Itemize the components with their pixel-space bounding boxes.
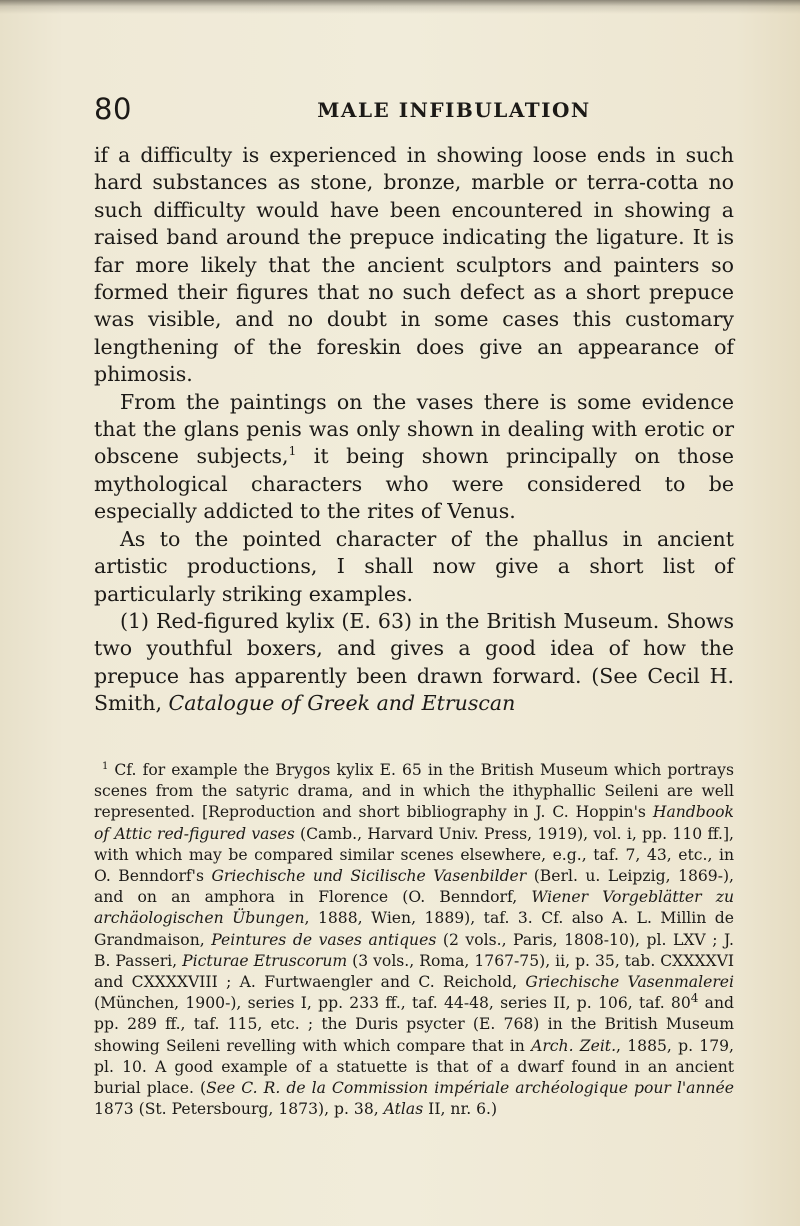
- page-top-shadow: [0, 0, 800, 14]
- page-number: 80: [94, 92, 132, 126]
- paragraph-3: As to the pointed character of the phallus in ancient artistic productions, I shall now give a short list of particularly striking examples.: [94, 526, 734, 606]
- running-title: MALE INFIBULATION: [317, 98, 591, 122]
- paragraph-2: From the paintings on the vases there is some evidence that the glans penis was only shown in dealing with erotic or obscene subjects,$^1$ it being shown principally on those mythological characters who were considered to be especially addicted to the rites of Venus.: [94, 389, 734, 524]
- paragraph-4: (1) Red-figured kylix (E. 63) in the British Museum. Shows two youthful boxers, and gives a good idea of how the prepuce has apparently been drawn forward. (See Cecil H. Smith, Catalogue of Greek and Etruscan: [94, 608, 734, 716]
- footnote-reference[interactable]: 1: [288, 444, 297, 459]
- footnote: $^1$ Cf. for example the Brygos kylix E. 65 in the British Museum which portrays scenes from the satyric drama, and in which the ithyphallic Seileni are well represented. [Reproduction and short bibliography in J. C. Hoppin's Handbook of Attic red-figured vases (Camb., Harvard Univ. Press, 1919), vol. i, pp. 110 ff.], with which may be compared similar scenes elsewhere, e.g., taf. 7, 43, etc., in O. Benndorf's Griechische und Sicilische Vasenbilder (Berl. u. Leipzig, 1869-), and on an amphora in Florence (O. Benndorf, Wiener Vorgeblätter zu archäologischen Übungen, 1888, Wien, 1889), taf. 3. Cf. also A. L. Millin de Grandmaison, Peintures de vases antiques (2 vols., Paris, 1808-10), pl. LXV ; J. B. Passeri, Picturae Etruscorum (3 vols., Roma, 1767-75), ii, p. 35, tab. CXXXXVI and CXXXXVIII ; A. Furtwaengler and C. Reichold, Griechische Vasenmalerei (München, 1900-), series I, pp. 233 ff., taf. 44-48, series II, p. 106, taf. $80^4$ and pp. 289 ff., taf. 115, etc. ; the Duris psycter (E. 768) in the British Museum showing Seileni revelling with which compare that in Arch. Zeit., 1885, p. 179, pl. 10. A good example of a statuette is that of a dwarf found in an ancient burial place. (See C. R. de la Commission impériale archéologique pour l'année 1873 (St. Petersbourg, 1873), p. 38, Atlas II, nr. 6.): [94, 760, 735, 1119]
- page-header: [94, 93, 734, 125]
- paragraph-1: if a difficulty is experienced in showing loose ends in such hard substances as stone, bronze, marble or terra-cotta no such difficulty would have been encountered in showing a raised band around the prepuce indicating the ligature. It is far more likely that the ancient sculptors and painters so formed their figures that no such defect as a short prepuce was visible, and no doubt in some cases this customary lengthening of the foreskin does give an appearance of phimosis.: [94, 143, 734, 387]
- body-text: [94, 142, 734, 718]
- footnote-mark: 1: [102, 760, 109, 772]
